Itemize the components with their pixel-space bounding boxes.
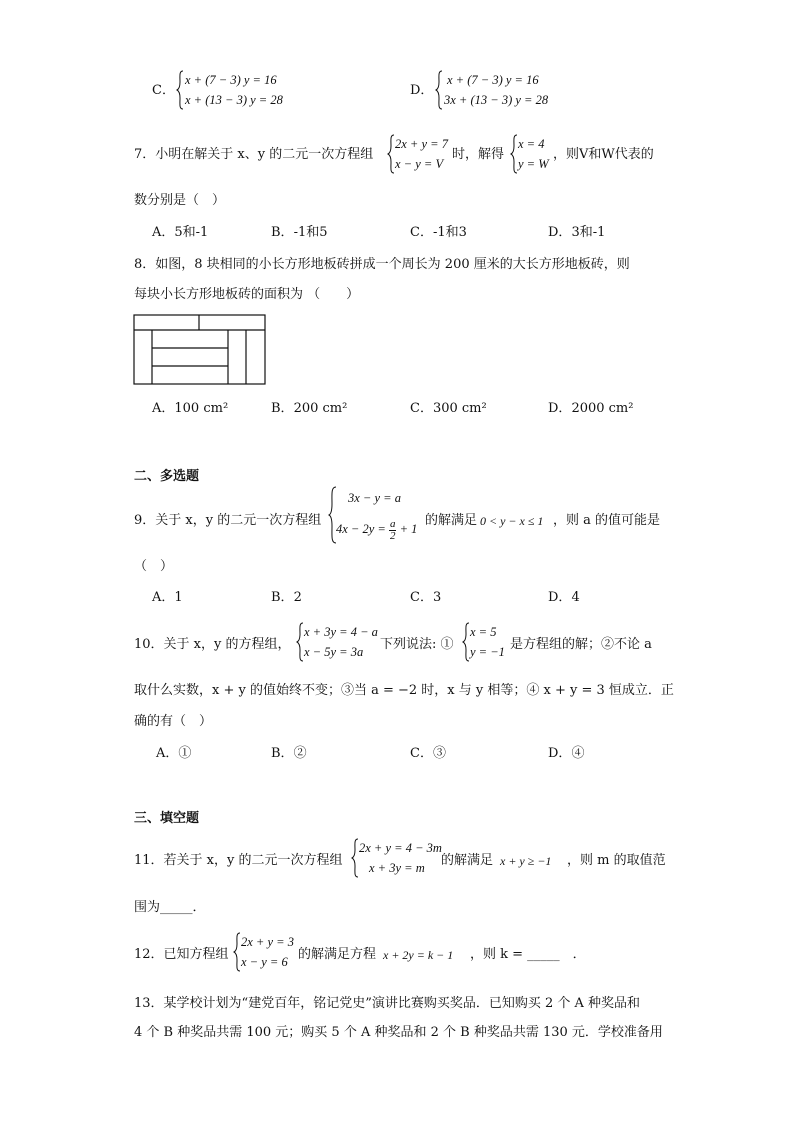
q11-eq1: 2x + y = 4 − 3m — [359, 841, 442, 855]
q6-option-d-system — [435, 70, 575, 110]
q8-option-c[interactable]: C．300 cm² — [410, 401, 487, 416]
q7-mid: 时，解得 — [452, 147, 505, 162]
q10-prefix: 10．关于 x，y 的方程组， — [134, 637, 291, 652]
q7-sys-eq1: 2x + y = 7 — [395, 137, 448, 151]
q6-option-c-label: C． — [152, 83, 175, 98]
brace-icon — [351, 838, 359, 878]
q10-option-a[interactable]: A．① — [156, 746, 192, 761]
q10-sol1: x = 5 — [470, 625, 497, 639]
brace-icon — [435, 70, 443, 110]
q11-line2: 围为_____． — [134, 900, 206, 915]
q10-option-d[interactable]: D．④ — [548, 746, 585, 761]
q10-line2: 取什么实数，x + y 的值始终不变；③当 a = −2 时，x 与 y 相等；④ x + y = 3 恒成立．正 — [134, 683, 674, 698]
q9-system — [328, 486, 428, 544]
q6-option-c-system — [176, 70, 316, 110]
q7-suffix: ，则V和W代表的 — [553, 147, 654, 162]
q8-option-b[interactable]: B．200 cm² — [271, 401, 348, 416]
q10-mid: 下列说法: ① — [380, 637, 454, 652]
q7-option-c[interactable]: C．-1和3 — [410, 225, 467, 240]
q7-option-b[interactable]: B．-1和5 — [271, 225, 328, 240]
q9-option-a[interactable]: A．1 — [152, 590, 183, 605]
q8-line2: 每块小长方形地板砖的面积为 （ ） — [134, 287, 360, 302]
brace-icon — [233, 932, 241, 972]
brace-icon — [510, 134, 518, 174]
q10-option-b[interactable]: B．② — [271, 746, 307, 761]
q9-option-c[interactable]: C．3 — [410, 590, 442, 605]
q9-mid: 的解满足 — [425, 513, 478, 528]
q13-line1: 13．某学校计划为“建党百年，铭记党史”演讲比赛购买奖品．已知购买 2 个 A 种奖品和 — [134, 996, 641, 1011]
q6-d-eq2: 3x + (13 − 3) y = 28 — [444, 93, 549, 107]
q8-option-d[interactable]: D．2000 cm² — [548, 401, 634, 416]
q12-prefix: 12．已知方程组 — [134, 947, 229, 962]
q11-condition: x + y ≥ −1 — [500, 854, 552, 868]
q9-line2: （ ） — [134, 559, 174, 574]
q7-option-d[interactable]: D．3和-1 — [548, 225, 606, 240]
q9-eq1: 3x − y = a — [348, 491, 401, 505]
q12-eq2: x − y = 6 — [241, 955, 288, 969]
q10-option-c[interactable]: C．③ — [410, 746, 446, 761]
section-multi-choice-heading: 二、多选题 — [134, 469, 200, 484]
brace-icon — [462, 622, 470, 662]
q9-suffix: ，则 a 的值可能是 — [553, 513, 661, 528]
q6-d-eq1: x + (7 − 3) y = 16 — [447, 73, 539, 87]
q12-system — [233, 932, 303, 972]
q9-condition: 0 < y − x ≤ 1 — [480, 514, 544, 528]
q7-line2: 数分别是（ ） — [134, 193, 226, 208]
q6-c-eq1: x + (7 − 3) y = 16 — [185, 73, 277, 87]
brace-icon — [296, 622, 304, 662]
q7-sol-eq2: y = W — [518, 157, 549, 171]
q9-option-d[interactable]: D．4 — [548, 590, 580, 605]
q11-prefix: 11．若关于 x，y 的二元一次方程组 — [134, 853, 343, 868]
q8-option-a[interactable]: A．100 cm² — [152, 401, 229, 416]
q7-system — [387, 134, 457, 174]
q12-eq1: 2x + y = 3 — [241, 935, 294, 949]
q6-c-eq2: x + (13 − 3) y = 28 — [185, 93, 283, 107]
q10-eq1: x + 3y = 4 − a — [304, 625, 378, 639]
q10-solution — [462, 622, 512, 662]
q7-sol-eq1: x = 4 — [518, 137, 545, 151]
q9-option-b[interactable]: B．2 — [271, 590, 302, 605]
section-fill-blank-heading: 三、填空题 — [134, 811, 200, 826]
q10-sol2: y = −1 — [470, 645, 505, 659]
q11-suffix: ，则 m 的取值范 — [567, 853, 666, 868]
q12-mid: 的解满足方程 — [298, 947, 377, 962]
q12-suffix: ，则 k = _____ ． — [470, 947, 586, 962]
q12-condition: x + 2y = k − 1 — [383, 948, 454, 962]
q10-suffix: 是方程组的解；②不论 a — [510, 637, 652, 652]
brace-icon — [176, 70, 184, 110]
q7-prefix: 7．小明在解关于 x、y 的二元一次方程组 — [134, 147, 374, 162]
q6-option-d-label: D． — [410, 83, 434, 98]
q9-fraction: $\frac{a}{2}$ — [389, 517, 396, 542]
q10-eq2: x − 5y = 3a — [304, 645, 364, 659]
q13-line2: 4 个 B 种奖品共需 100 元；购买 5 个 A 种奖品和 2 个 B 种奖品共需 130 元．学校准备用 — [134, 1025, 663, 1040]
q10-system — [296, 622, 382, 662]
q11-mid: 的解满足 — [441, 853, 494, 868]
q8-line1: 8．如图，8 块相同的小长方形地板砖拼成一个周长为 200 厘米的大长方形地板砖，则 — [134, 257, 630, 272]
q10-line3: 确的有（ ） — [134, 714, 213, 729]
brace-icon — [387, 134, 395, 174]
q11-eq2: x + 3y = m — [369, 861, 425, 875]
q9-prefix: 9．关于 x，y 的二元一次方程组 — [134, 513, 322, 528]
q7-option-a[interactable]: A．5和-1 — [152, 225, 209, 240]
q11-system — [351, 838, 443, 878]
tile-figure — [133, 314, 267, 386]
q9-eq2: 4x − 2y = $\frac{a}{2}$ + 1 — [336, 517, 418, 542]
q7-sys-eq2: x − y = V — [395, 157, 444, 171]
